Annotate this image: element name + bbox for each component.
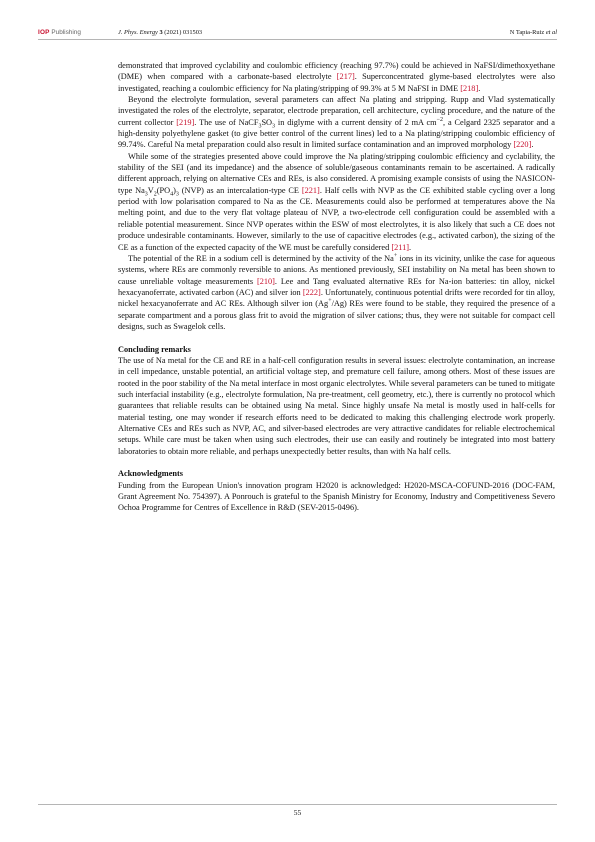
page-number: 55 xyxy=(293,808,302,817)
text-run: While some of the strategies presented above could improve the Na plating/stripping coulombic efficiency and cyclability, the stability of the SEI (and its impedance) and the absence of soluble/gaseous contaminants remain to be ascertained. A radically different approach, relying on alternative CEs and REs, is also considered. A promising example consists of using the NASICON-type Na xyxy=(118,151,555,195)
text-run: . Lee and Tang evaluated alternative REs for Na-ion batteries: tin alloy, nickel hexacyanoferrate, activated carbon (AC) and silver ion xyxy=(118,276,555,297)
concluding-remarks-heading: Concluding remarks xyxy=(118,344,191,354)
publishing-label: Publishing xyxy=(51,29,81,36)
paragraph-3 xyxy=(118,151,555,253)
acknowledgments-text: Funding from the European Union's innovation program H2020 is acknowledged: H2020-MSCA-COFUND-2016 (DOC-FAM, Grant Agreement No. 754397). A Ponrouch is grateful to the Spanish Ministry for Economy, Industry and Competitiveness Severo Ochoa Programme for Centres of Excellence in R&D (SEV-2015-0496). xyxy=(118,480,555,513)
text-run: . The use of NaCF xyxy=(194,117,259,127)
text-run: . xyxy=(478,83,481,93)
citation-link[interactable]: [221] xyxy=(301,185,320,195)
journal-name: J. Phys. Energy xyxy=(118,29,158,36)
text-run: Beyond the electrolyte formulation, several parameters can affect Na plating and stripping. Rupp and Vlad systematically investigated the roles of the electrolyte, separator, electrode preparation, cell architecture, cycling procedure, and the nature of the current collector xyxy=(118,95,555,127)
journal-volume: 3 xyxy=(159,29,163,36)
journal-year-article: (2021) 031503 xyxy=(164,29,203,36)
citation-link[interactable]: [220] xyxy=(513,140,532,150)
author-name: N Tapia-Ruiz xyxy=(509,29,545,36)
header-rule xyxy=(38,39,557,40)
acknowledgments-heading: Acknowledgments xyxy=(118,469,183,479)
paragraph-1 xyxy=(118,60,555,94)
text-run: , a Celgard 2325 separator and a high-density polyethylene gasket (to give better control of the current lines) led to a Na plating/stripping coulombic efficiency of 99.74%. Careful Na metal preparation could also result in limited surface contamination and an improved morphology xyxy=(118,117,555,150)
text-run: . Half cells with NVP as the CE exhibited stable cycling over a long period with low polarisation compared to Na as the CE. Measurements could also be performed at temperatures above the Na melting point, and due to the very flat voltage plateau of NVP, a two-electrode cell configuration could be assembled with a reliable potential measurement. Since NVP operates within the ESW of most electrolytes, it is also likely that such a CE does not produce undesirable contaminants. However, similarly to the use of capacitive electrodes (e.g., activated carbon), the sizing of the CE as a function of the expected capacity of the WE must be carefully considered xyxy=(118,185,555,252)
article-body xyxy=(118,60,555,514)
citation-link[interactable]: [218] xyxy=(460,83,479,93)
page-header xyxy=(38,27,557,39)
author-suffix: et al xyxy=(545,29,557,36)
concluding-remarks-text: The use of Na metal for the CE and RE in a half-cell configuration results in several issues: electrolyte contamination, an increase in cell impedance, unstable potential, an artificial voltage step, and premature cell failure, among others. Most of these issues are rooted in the poor stability of the Na metal interface in most organic electrolytes. While several parameters can be tuned to mitigate such interfacial instability (e.g., electrolyte formulation, Na pre-treatment, cell geometry, etc.), there is currently no protocol which guarantees that reliable results can be obtained using Na metal. Since highly unsafe Na metal is mostly used in half-cells for material testing, one may wonder if research efforts need to be dedicated to making this challenging electrode work properly. Alternative CEs and REs such as NVP, AC, and silver-based electrodes are very attractive candidates for reliable electrochemical setups. While care must be taken when using such electrodes, their use can easily and routinely be integrated into most battery laboratories to obtain more reliable, and perhaps unexpectedly better results, than with Na half cells. xyxy=(118,355,555,456)
superscript: −2 xyxy=(436,116,443,123)
text-run: . xyxy=(531,140,534,150)
text-run: ions in its vicinity, unlike the case for aqueous systems, where REs are commonly reversible to anions. As mentioned previously, SEI instability on Na metal has been shown to cause unreliable voltage measurements xyxy=(118,253,555,286)
citation-link[interactable]: [210] xyxy=(256,276,275,286)
text-run: V xyxy=(147,185,154,195)
citation-link[interactable]: [211] xyxy=(391,242,409,252)
text-run: /Ag) REs were found to be stable, they required the presence of a separate compartment and a porous glass frit to avoid the migration of silver cations; thus, they were not suitable for compact cell designs, such as Swagelok cells. xyxy=(118,299,555,331)
paragraph-2 xyxy=(118,94,555,151)
citation-link[interactable]: [217] xyxy=(336,72,355,82)
text-run: . xyxy=(408,242,412,252)
iop-logo-mark: IOP xyxy=(38,29,50,36)
iop-publishing-logo xyxy=(38,27,81,39)
text-run: in diglyme with a current density of 2 mA cm xyxy=(275,117,437,127)
text-run: The potential of the RE in a sodium cell is determined by the activity of the Na xyxy=(128,253,394,263)
subscript: 3 xyxy=(144,191,148,198)
text-run: demonstrated that improved cyclability and coulombic efficiency (reaching 97.7%) could be achieved in NaFSI/dimethoxyethane (DME) when compared with a carbonate-based electrolyte xyxy=(118,61,555,82)
text-run: ) xyxy=(173,185,176,195)
citation-link[interactable]: [219] xyxy=(176,117,195,127)
journal-citation xyxy=(118,27,202,39)
paragraph-4 xyxy=(118,253,555,332)
subscript: 3 xyxy=(258,123,262,130)
subscript: 3 xyxy=(272,123,276,130)
footer-rule xyxy=(38,804,557,805)
superscript: + xyxy=(393,253,398,260)
running-author xyxy=(510,27,557,39)
text-run: . Unfortunately, continuous potential drifts were recorded for tin alloy, nickel hexacyanoferrate and AC REs. Although silver ion (Ag xyxy=(118,287,555,309)
text-run: . Superconcentrated glyme-based electrolytes were also investigated, reaching a coulombic efficiency for Na plating/stripping of 99.3% at 5 M NaFSI in DME xyxy=(118,72,555,93)
section-gap xyxy=(118,457,555,468)
section-gap xyxy=(118,332,555,343)
text-run: (NVP) as an intercalation-type CE xyxy=(178,185,302,195)
superscript: + xyxy=(328,298,332,305)
citation-link[interactable]: [222] xyxy=(302,287,321,297)
subscript: 3 xyxy=(175,191,179,198)
text-run: (PO xyxy=(156,185,171,195)
subscript: 2 xyxy=(153,191,157,198)
subscript: 4 xyxy=(170,191,174,198)
text-run: SO xyxy=(261,117,273,127)
